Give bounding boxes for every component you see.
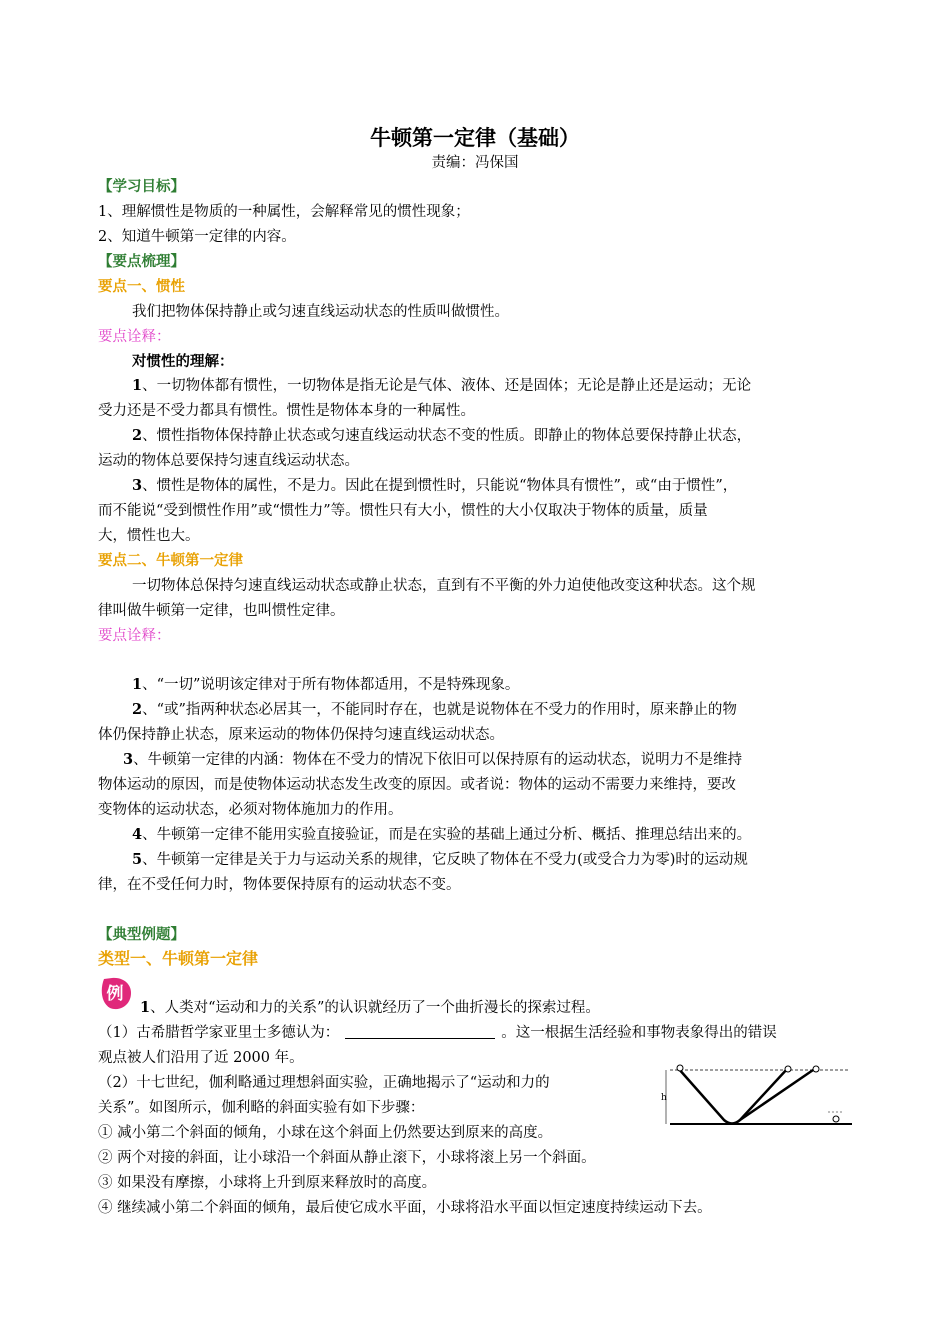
example-badge-label: 例	[106, 984, 124, 1004]
point1-item-cont: 受力还是不受力都具有惯性。惯性是物体本身的一种属性。	[98, 403, 475, 419]
point1-item-cont: 运动的物体总要保持匀速直线运动状态。	[98, 453, 359, 469]
point2-item-cont: 律，在不受任何力时，物体要保持原有的运动状态不变。	[98, 877, 461, 893]
examples-heading: 【典型例题】	[98, 927, 185, 943]
point2-text-cont: 律叫做牛顿第一定律，也叫惯性定律。	[98, 603, 345, 619]
point1-item-cont: 大，惯性也大。	[98, 528, 200, 544]
example-part1: （1）古希腊哲学家亚里士多德认为： 。这一根据生活经验和事物表象得出的错误	[98, 1025, 777, 1041]
point2-item: 3、牛顿第一定律的内涵：物体在不受力的情况下依旧可以保持原有的运动状态，说明力不是维持	[123, 751, 743, 768]
point1-sub-title: 对惯性的理解：	[132, 354, 234, 370]
point1-title: 要点一、惯性	[98, 279, 185, 295]
point2-item: 2、“或”指两种状态必居其一，不能同时存在，也就是说物体在不受力的作用时，原来静止的物	[132, 701, 737, 718]
point2-note-label: 要点诠释：	[98, 628, 171, 644]
point2-item: 4、牛顿第一定律不能用实验直接验证，而是在实验的基础上通过分析、概括、推理总结出来的。	[132, 826, 752, 843]
example-badge-icon	[98, 975, 134, 1011]
example-part1-cont: 观点被人们沿用了近 2000 年。	[98, 1050, 304, 1066]
point1-item-cont: 而不能说“受到惯性作用”或“惯性力”等。惯性只有大小，惯性的大小仅取决于物体的质量，质量	[98, 503, 708, 519]
figure-height-label: h	[661, 1093, 667, 1103]
example-question: 1、人类对“运动和力的关系”的认识就经历了一个曲折漫长的探索过程。	[140, 999, 600, 1016]
example-type-title: 类型一、牛顿第一定律	[98, 949, 259, 968]
goal-item: 2、知道牛顿第一定律的内容。	[98, 229, 296, 245]
point2-item-cont: 变物体的运动状态，必须对物体施加力的作用。	[98, 802, 403, 818]
point1-note-label: 要点诠释：	[98, 329, 171, 345]
point1-text: 我们把物体保持静止或匀速直线运动状态的性质叫做惯性。	[132, 304, 509, 320]
point2-item-cont: 物体运动的原因，而是使物体运动状态发生改变的原因。或者说：物体的运动不需要力来维持，要改	[98, 777, 736, 793]
point2-text: 一切物体总保持匀速直线运动状态或静止状态，直到有不平衡的外力迫使他改变这种状态。这个规	[132, 578, 756, 594]
step-item: ① 减小第二个斜面的倾角，小球在这个斜面上仍然要达到原来的高度。	[98, 1125, 553, 1141]
document-editor: 责编：冯保国	[431, 155, 519, 171]
example-part2-cont: 关系”。如图所示，伽利略的斜面实验有如下步骤：	[98, 1100, 425, 1116]
step-item: ② 两个对接的斜面，让小球沿一个斜面从静止滚下，小球将滚上另一个斜面。	[98, 1150, 596, 1166]
point2-item-cont: 体仍保持静止状态，原来运动的物体仍保持匀速直线运动状态。	[98, 727, 504, 743]
point2-title: 要点二、牛顿第一定律	[98, 553, 243, 569]
document-title: 牛顿第一定律（基础）	[370, 126, 580, 150]
goal-item: 1、理解惯性是物质的一种属性，会解释常见的惯性现象；	[98, 204, 470, 220]
points-heading: 【要点梳理】	[98, 254, 185, 270]
point2-item: 5、牛顿第一定律是关于力与运动关系的规律，它反映了物体在不受力(或受合力为零)时的运动规	[132, 851, 748, 868]
point2-item: 1、“一切”说明该定律对于所有物体都适用，不是特殊现象。	[132, 676, 520, 693]
answer-blank[interactable]	[345, 1024, 495, 1039]
step-item: ③ 如果没有摩擦，小球将上升到原来释放时的高度。	[98, 1175, 437, 1191]
step-item: ④ 继续减小第二个斜面的倾角，最后使它成水平面，小球将沿水平面以恒定速度持续运动下去。	[98, 1200, 712, 1216]
point1-item: 3、惯性是物体的属性，不是力。因此在提到惯性时，只能说“物体具有惯性”，或“由于惯性”，	[132, 477, 738, 494]
example-part2: （2）十七世纪，伽利略通过理想斜面实验，正确地揭示了“运动和力的	[98, 1075, 550, 1091]
point1-item: 1、一切物体都有惯性，一切物体是指无论是气体、液体、还是固体；无论是静止还是运动；无论	[132, 377, 752, 394]
goals-heading: 【学习目标】	[98, 179, 185, 195]
incline-experiment-figure	[656, 1062, 856, 1132]
point1-item: 2、惯性指物体保持静止状态或匀速直线运动状态不变的性质。即静止的物体总要保持静止状态，	[132, 427, 752, 444]
